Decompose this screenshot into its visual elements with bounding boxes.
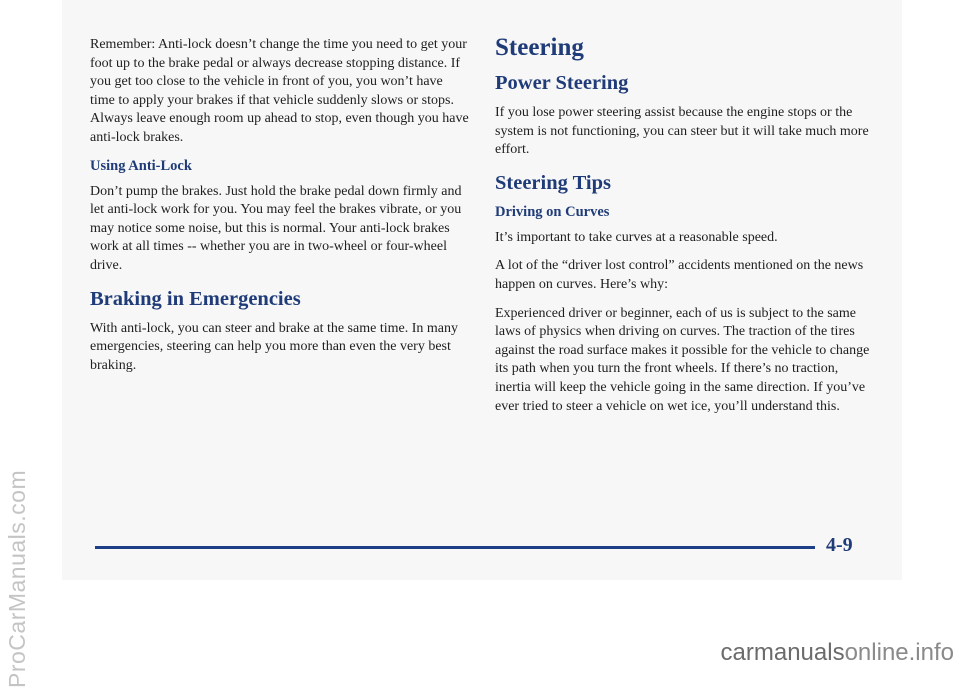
driving-on-curves-subheading: Driving on Curves (495, 203, 610, 220)
intro-paragraph: Remember: Anti-lock doesn’t change the time you need to get your foot up to the brake pedal or always decrease stopping distance. If you get too close to the vehicle in front of you, you won’t have time to apply your brakes if that vehicle suddenly slows or stops. Always leave enough room up ahead to stop, even though you have anti-lock brakes. (90, 37, 469, 145)
bottom-watermark-part-b: online.info (844, 639, 954, 666)
footer-rule (95, 546, 815, 549)
curves-paragraph-2: A lot of the “driver lost control” accidents mentioned on the news happen on curves. Here’s why: (495, 258, 864, 292)
curves-paragraph-3: Experienced driver or beginner, each of us is subject to the same laws of physics when driving on curves. The traction of the tires against the road surface makes it possible for the vehicle to change its path when you turn the front wheels. If there’s no traction, inertia will keep the vehicle going in the same direction. If you’ve ever tried to steer a vehicle on wet ice, you’ll understand this. (495, 305, 870, 414)
right-column (495, 32, 875, 426)
power-steering-paragraph: If you lose power steering assist because the engine stops or the system is not functioning, you can steer but it will take much more effort. (495, 105, 869, 158)
left-column (90, 36, 470, 385)
curves-paragraph-1: It’s important to take curves at a reasonable speed. (495, 229, 778, 245)
braking-emergencies-heading: Braking in Emergencies (90, 287, 301, 310)
power-steering-heading: Power Steering (495, 72, 629, 94)
bottom-watermark[interactable] (721, 639, 954, 667)
page-number: 4-9 (826, 534, 853, 556)
using-anti-lock-paragraph: Don’t pump the brakes. Just hold the brake pedal down firmly and let anti-lock work for you. You may feel the brakes vibrate, or you may notice some noise, but this is normal. Your anti-lock brakes work at all times -- whether you are in two-wheel or four-wheel drive. (90, 183, 462, 273)
side-watermark: ProCarManuals.com (4, 469, 30, 688)
steering-heading: Steering (495, 34, 584, 61)
using-anti-lock-subheading: Using Anti-Lock (90, 157, 192, 174)
braking-emergencies-paragraph: With anti-lock, you can steer and brake at the same time. In many emergencies, steering can help you more than even the very best braking. (90, 320, 458, 373)
steering-tips-heading: Steering Tips (495, 171, 612, 194)
bottom-watermark-part-a: carmanuals (720, 639, 845, 666)
